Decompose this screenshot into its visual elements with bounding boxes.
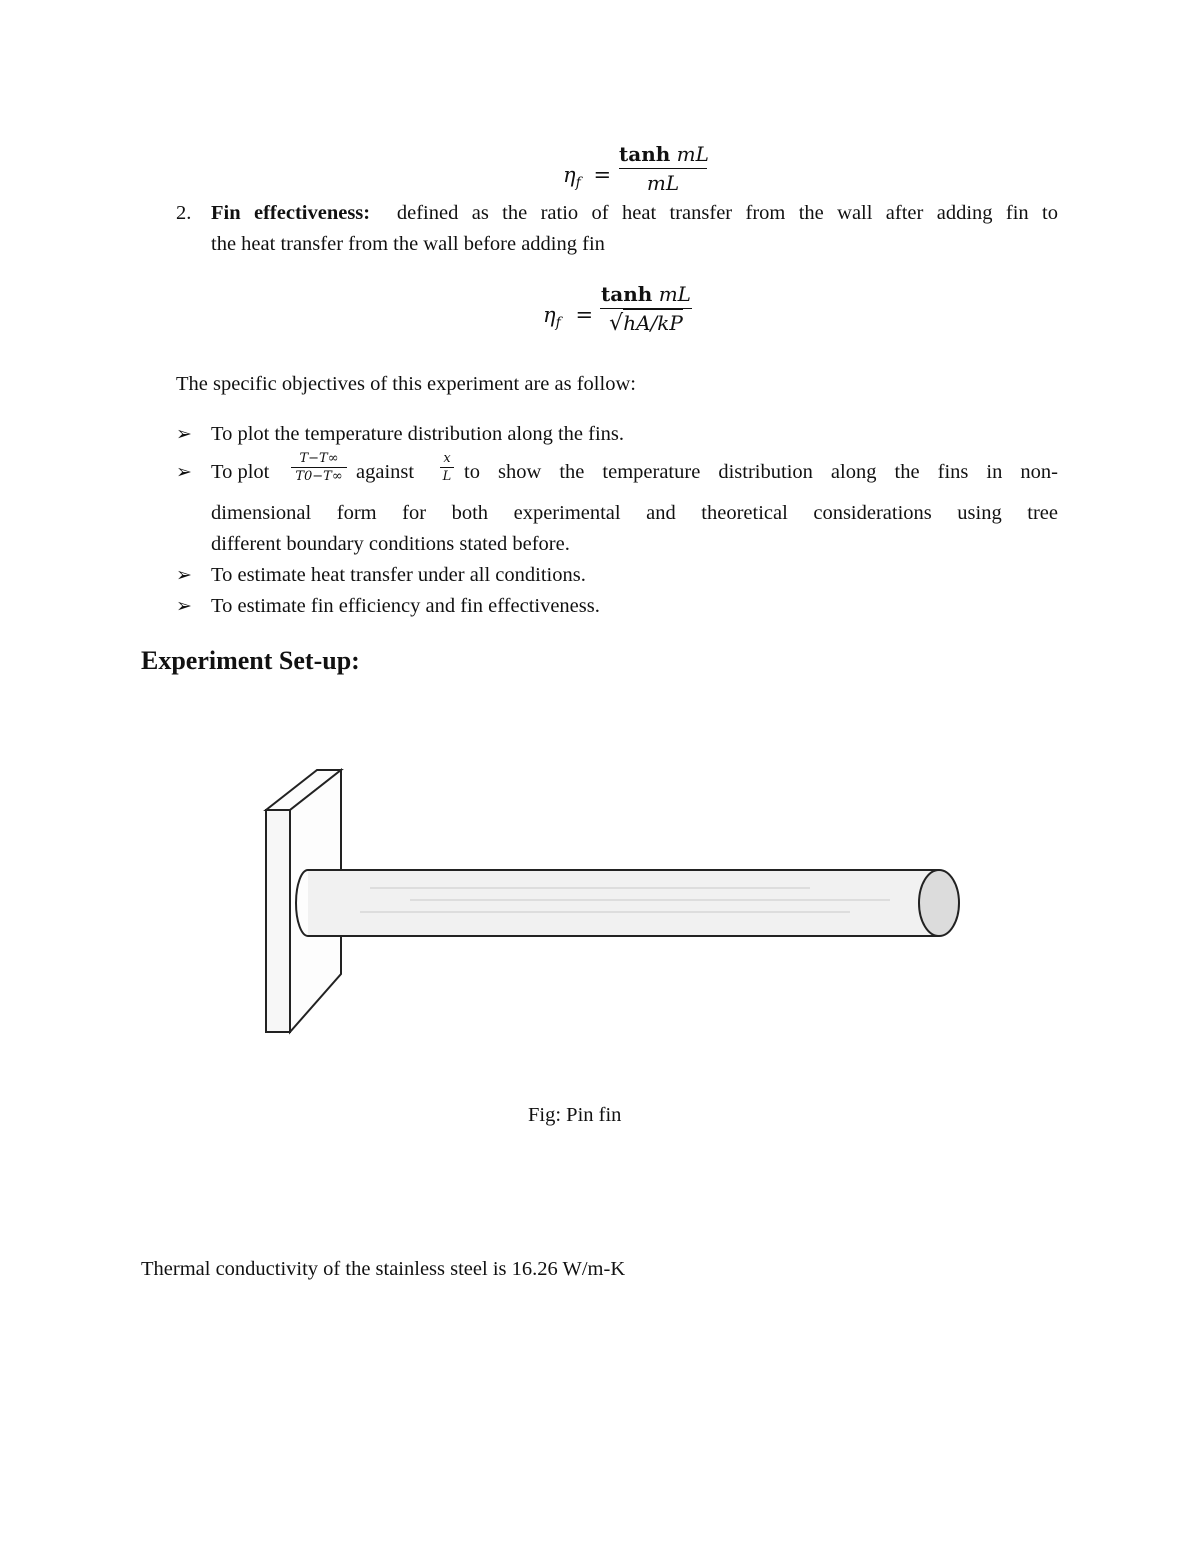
objective-2-fraction-temperature: T−T∞ T0−T∞ bbox=[291, 451, 347, 484]
rod-end-cap bbox=[919, 870, 959, 936]
objective-2-line3: different boundary conditions stated before. bbox=[211, 533, 570, 555]
section-title: Experiment Set-up: bbox=[141, 646, 360, 675]
item2-line1: Fin effectiveness: defined as the ratio of heat transfer from the wall after adding fin to bbox=[211, 202, 1059, 224]
objective-2-line2: dimensional form for both experimental and theoretical considerations using tree bbox=[211, 502, 1058, 524]
thermal-conductivity-text: Thermal conductivity of the stainless steel is 16.26 W/m-K bbox=[141, 1258, 626, 1280]
objective-2-against: against bbox=[356, 461, 415, 483]
eq1-lhs: $\eta_f$ = bbox=[563, 163, 612, 192]
eq2-fraction: tanh mL √hA/kP bbox=[601, 282, 691, 336]
objective-2-fraction-position: x L bbox=[440, 451, 454, 484]
rod-body bbox=[308, 870, 939, 936]
eq2-lhs: $\eta_f$ = bbox=[543, 303, 594, 332]
objective-2-rest: to show the temperature distribution along the fins in non- bbox=[464, 461, 1058, 483]
eq1-fraction: tanh mL mL bbox=[619, 142, 709, 195]
objective-2-to-plot: To plot bbox=[211, 461, 270, 483]
objectives-intro: The specific objectives of this experiment are as follow: bbox=[176, 373, 636, 395]
objective-3: To estimate heat transfer under all conditions. bbox=[211, 564, 586, 586]
figure-caption: Fig: Pin fin bbox=[528, 1104, 622, 1126]
bullet-icon: ➢ bbox=[176, 595, 192, 617]
bullet-icon: ➢ bbox=[176, 564, 192, 586]
bullet-icon: ➢ bbox=[176, 461, 192, 483]
pin-fin-figure bbox=[250, 750, 980, 1060]
wall-plate-front bbox=[266, 810, 290, 1032]
objective-1: To plot the temperature distribution along the fins. bbox=[211, 423, 625, 445]
sqrt-symbol: √ bbox=[609, 311, 624, 336]
objective-4: To estimate fin efficiency and fin effectiveness. bbox=[211, 595, 600, 617]
bullet-icon: ➢ bbox=[176, 423, 192, 445]
item2-number: 2. bbox=[176, 202, 192, 224]
item2-line2: the heat transfer from the wall before adding fin bbox=[211, 233, 605, 255]
